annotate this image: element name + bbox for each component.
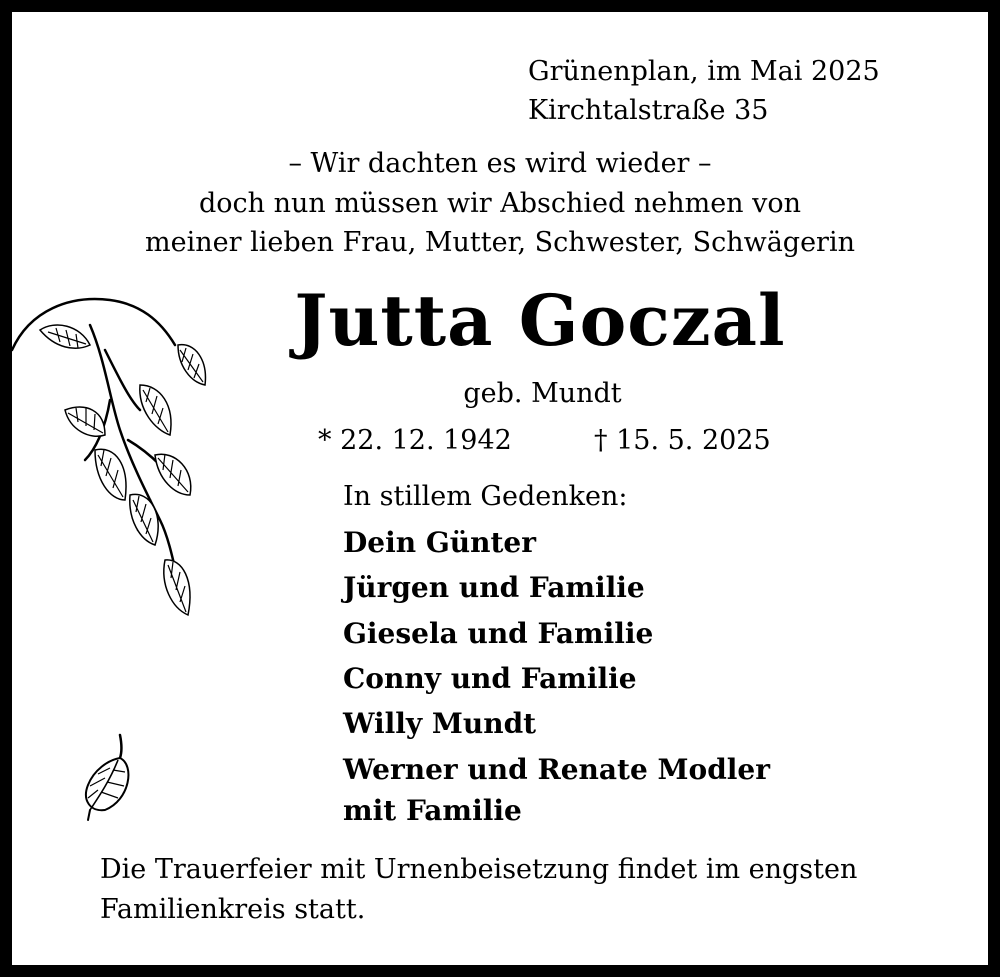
mourner-name: mit Familie (343, 794, 522, 827)
intro-line-2: doch nun müssen wir Abschied nehmen von (198, 188, 802, 219)
funeral-note-line-2: Familienkreis statt. (100, 894, 366, 925)
mourner-name: Werner und Renate Modler (343, 753, 770, 786)
mourner-name: Willy Mundt (343, 707, 537, 740)
deceased-name: Jutta Goczal (294, 279, 786, 362)
mourner-name: Conny und Familie (343, 662, 637, 695)
address: Kirchtalstraße 35 (528, 95, 769, 126)
funeral-note-line-1: Die Trauerfeier mit Urnenbeisetzung findet im engsten (100, 854, 858, 885)
mourners-heading: In stillem Gedenken: (343, 481, 628, 512)
place-date: Grünenplan, im Mai 2025 (528, 56, 880, 87)
birch-branch-icon (10, 290, 210, 630)
mourner-name: Dein Günter (343, 526, 536, 559)
falling-leaf-icon (80, 730, 140, 825)
intro-line-3: meiner lieben Frau, Mutter, Schwester, Schwägerin (145, 227, 855, 258)
mourner-name: Jürgen und Familie (343, 571, 645, 604)
intro-line-1: – Wir dachten es wird wieder – (288, 148, 712, 179)
birth-date: * 22. 12. 1942 (318, 425, 512, 456)
birth-name: geb. Mundt (463, 378, 622, 409)
mourner-name: Giesela und Familie (343, 617, 654, 650)
death-date: † 15. 5. 2025 (594, 425, 771, 456)
